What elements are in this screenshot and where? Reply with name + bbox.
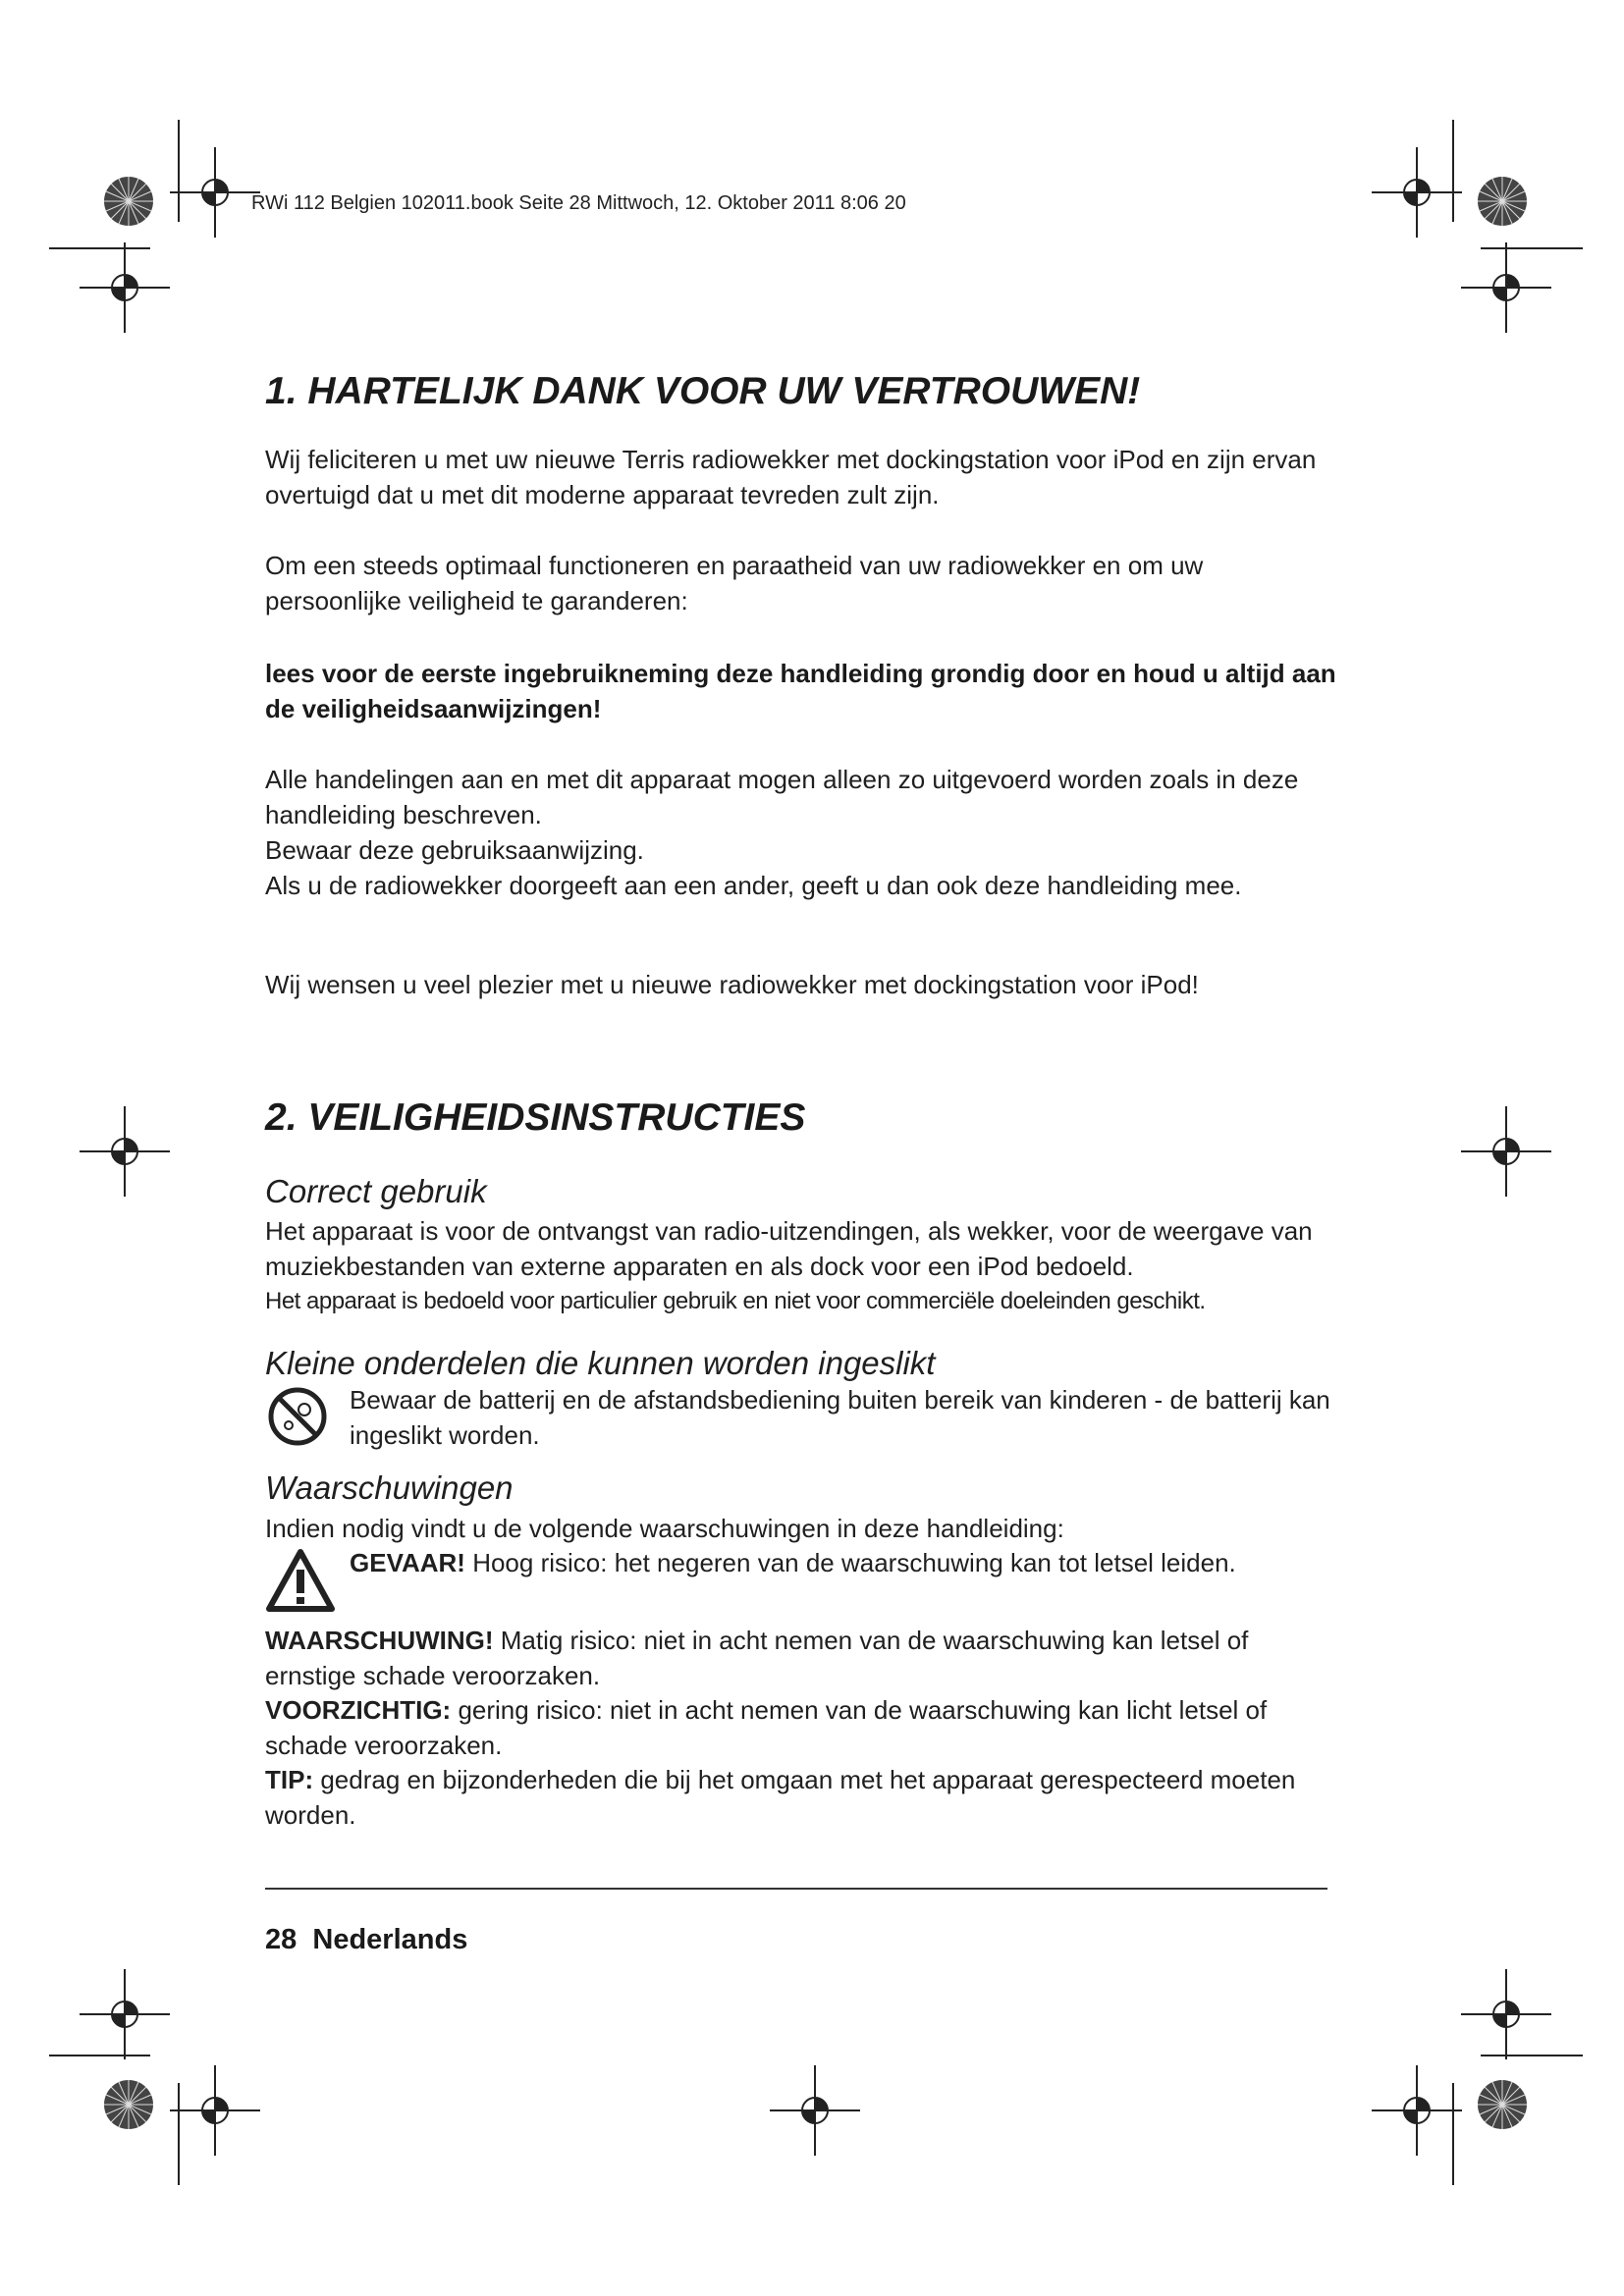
correct-use-text-2: Het apparaat is bedoeld voor particulier gebruik en niet voor commerciële doeleinden geschikt.	[265, 1288, 1206, 1314]
danger-triangle-icon	[265, 1548, 336, 1613]
danger-line	[350, 1545, 1331, 1580]
section-1-title: 1. HARTELIJK DANK VOOR UW VERTROUWEN!	[265, 370, 1141, 412]
warnings-intro: Indien nodig vindt u de volgende waarschuwingen in deze handleiding:	[265, 1514, 1064, 1543]
correct-use-heading: Correct gebruik	[265, 1173, 487, 1209]
danger-label: GEVAAR!	[350, 1548, 465, 1577]
footer-language: Nederlands	[312, 1924, 468, 1955]
small-parts-heading: Kleine onderdelen die kunnen worden ingeslikt	[265, 1345, 936, 1381]
intro-paragraph: Wij feliciteren u met uw nieuwe Terris radiowekker met dockingstation voor iPod en zijn ervan overtuigd dat u met dit moderne apparaat tevreden zult zijn.	[265, 445, 1317, 509]
tip-paragraph	[265, 1762, 1345, 1833]
purpose-paragraph: Om een steeds optimaal functioneren en paraatheid van uw radiowekker en om uw persoonlijke veiligheid te garanderen:	[265, 551, 1204, 615]
correct-use-text: Het apparaat is voor de ontvangst van radio-uitzendingen, als wekker, voor de weergave van muziekbestanden van externe apparaten en als dock voor een iPod bedoeld.	[265, 1216, 1313, 1281]
tip-text: gedrag en bijzonderheden die bij het omgaan met het apparaat gerespecteerd moeten worden.	[265, 1765, 1296, 1830]
warnings-heading: Waarschuwingen	[265, 1469, 514, 1506]
print-slug: RWi 112 Belgien 102011.book Seite 28 Mittwoch, 12. Oktober 2011 8:06 20	[251, 192, 906, 214]
keep-manual-line: Bewaar deze gebruiksaanwijzing.	[265, 835, 644, 865]
caution-label: VOORZICHTIG:	[265, 1695, 452, 1725]
read-manual-notice: lees voor de eerste ingebruikneming deze handleiding grondig door en houd u altijd aan de veiligheidsaanwijzingen!	[265, 659, 1336, 723]
caution-text: gering risico: niet in acht nemen van de waarschuwing kan licht letsel of schade veroorzaken.	[265, 1695, 1268, 1760]
tip-label: TIP:	[265, 1765, 314, 1794]
caution-paragraph	[265, 1692, 1345, 1763]
small-parts-text: Bewaar de batterij en de afstandsbediening buiten bereik van kinderen - de batterij kan ingeslikt worden.	[350, 1385, 1330, 1450]
footer-rule	[265, 1888, 1327, 1890]
section-2-title: 2. VEILIGHEIDSINSTRUCTIES	[265, 1096, 806, 1139]
page-footer	[265, 1924, 467, 1956]
handling-paragraph: Alle handelingen aan en met dit apparaat mogen alleen zo uitgevoerd worden zoals in deze handleiding beschreven.	[265, 765, 1299, 829]
closing-wish: Wij wensen u veel plezier met u nieuwe radiowekker met dockingstation voor iPod!	[265, 970, 1199, 999]
page-number: 28	[265, 1924, 298, 1955]
no-swallow-icon	[267, 1386, 328, 1447]
warning-paragraph	[265, 1623, 1345, 1693]
danger-text: Hoog risico: het negeren van de waarschuwing kan tot letsel leiden.	[464, 1548, 1236, 1577]
pass-on-line: Als u de radiowekker doorgeeft aan een ander, geeft u dan ook deze handleiding mee.	[265, 871, 1242, 900]
warning-label: WAARSCHUWING!	[265, 1626, 494, 1655]
warning-text: Matig risico: niet in acht nemen van de waarschuwing kan letsel of ernstige schade veroorzaken.	[265, 1626, 1249, 1690]
